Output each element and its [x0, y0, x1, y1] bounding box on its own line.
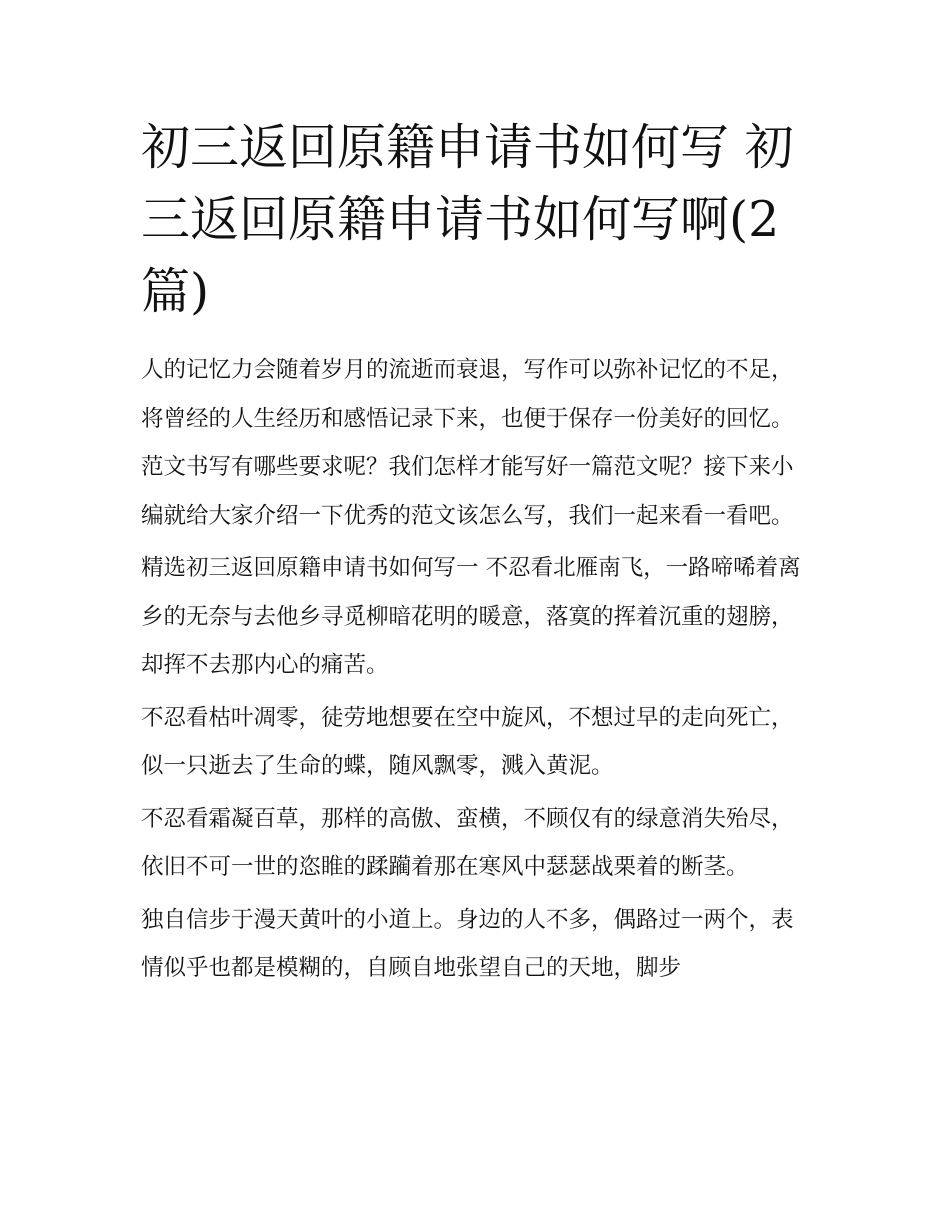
document-page [141, 112, 813, 993]
paragraph-intro: 人的记忆力会随着岁月的流逝而衰退，写作可以弥补记忆的不足，将曾经的人生经历和感悟记录下来，也便于保存一份美好的回忆。范文书写有哪些要求呢？我们怎样才能写好一篇范文呢？接下来小编就给大家介绍一下优秀的范文该怎么写，我们一起来看一看吧。 [141, 357, 794, 529]
document-title: 初三返回原籍申请书如何写 初三返回原籍申请书如何写啊(2篇) [141, 119, 794, 320]
paragraph-3: 不忍看霜凝百草，那样的高傲、蛮横，不顾仅有的绿意消失殆尽，依旧不可一世的恣睢的蹂躏着那在寒风中瑟瑟战栗着的断茎。 [141, 805, 794, 880]
paragraph-4: 独自信步于漫天黄叶的小道上。身边的人不多，偶路过一两个，表情似乎也都是模糊的，自顾自地张望自己的天地，脚步 [141, 906, 794, 981]
paragraph-1: 精选初三返回原籍申请书如何写一 不忍看北雁南飞，一路啼唏着离乡的无奈与去他乡寻觅柳暗花明的暖意，落寞的挥着沉重的翅膀，却挥不去那内心的痛苦。 [141, 555, 801, 678]
paragraph-2: 不忍看枯叶凋零，徒劳地想要在空中旋风，不想过早的走向死亡，似一只逝去了生命的蝶，随风飘零，溅入黄泥。 [141, 704, 794, 779]
